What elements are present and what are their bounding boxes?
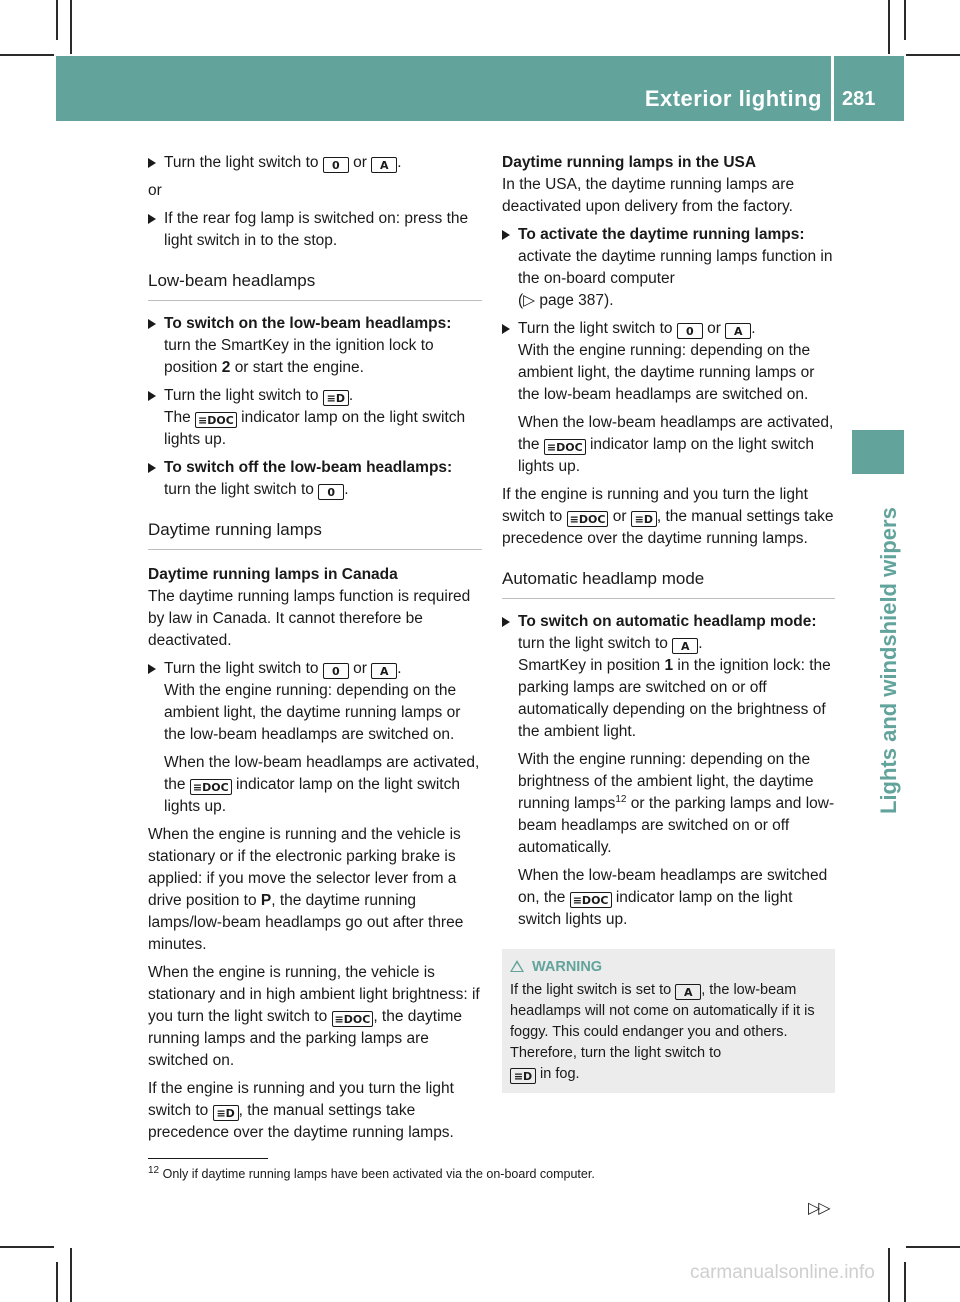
low-beam-symbol-icon: ≡D [323, 390, 349, 406]
page-number: 281 [842, 88, 876, 110]
paragraph: When the engine is running and the vehicle is stationary or if the electronic parking brake is applied: if you move the selector lever from a drive position to P, the daytime running lamps/low-beam headlamps go out after three minutes. [148, 826, 464, 953]
crop-mark [904, 0, 906, 40]
crop-mark [888, 0, 890, 54]
step-arrow-icon [148, 463, 156, 473]
crop-mark [56, 1262, 58, 1302]
low-beam-symbol-icon: ≡D [213, 1105, 239, 1121]
page-reference: (▷ page 387). [518, 292, 614, 309]
heading-automatic-headlamp: Automatic headlamp mode [502, 568, 835, 599]
sub-paragraph: When the low-beam headlamps are activated, the ≡DOC indicator lamp on the light switch lights up. [164, 754, 480, 815]
step-arrow-icon [148, 664, 156, 674]
crop-mark [906, 54, 960, 56]
sub-paragraph: With the engine running: depending on the brightness of the ambient light, the daytime running lamps$^{12}$ or the parking lamps and low-beam headlamps are switched on or off automatically. [518, 751, 835, 856]
paragraph: In the USA, the daytime running lamps are deactivated upon delivery from the factory. [502, 176, 795, 215]
sub-paragraph: When the low-beam headlamps are switched on, the ≡DOC indicator lamp on the light switch lights up. [518, 867, 828, 928]
header-divider [831, 56, 834, 121]
low-beam-symbol-icon: ≡D [631, 511, 657, 527]
step-arrow-icon [148, 391, 156, 401]
paragraph: If the engine is running and you turn the light switch to ≡D , the manual settings take precedence over the daytime running lamps. [148, 1080, 454, 1141]
heading-drl-usa: Daytime running lamps in the USA [502, 154, 757, 171]
instruction-step: Turn the light switch to 0 or A . With the engine running: depending on the ambient light, the daytime running lamps or the low-beam headlamps are switched on. [502, 318, 835, 406]
auto-light-symbol-icon: A [371, 157, 397, 173]
warning-box: WARNING If the light switch is set to A , the low-beam headlamps will not come on automatically if it is foggy. This could endanger you and others. Therefore, turn the light switch to ≡D in fog. [502, 949, 835, 1093]
auto-light-symbol-icon: A [371, 663, 397, 679]
watermark: carmanualsonline.info [690, 1262, 875, 1283]
light-off-symbol-icon: 0 [677, 323, 703, 339]
or-text: or [148, 182, 162, 199]
step-arrow-icon [502, 230, 510, 240]
step-arrow-icon [148, 214, 156, 224]
crop-mark [904, 1262, 906, 1302]
heading-drl-canada: Daytime running lamps in Canada [148, 566, 398, 583]
chapter-label: Lights and windshield wipers [876, 507, 901, 814]
sub-paragraph: When the low-beam headlamps are activated, the ≡DOC indicator lamp on the light switch lights up. [518, 414, 834, 475]
instruction-step: To switch off the low-beam headlamps: turn the light switch to 0 . [148, 457, 482, 501]
paragraph: When the engine is running, the vehicle is stationary and in high ambient light brightness: if you turn the light switch to ≡DOC , the daytime running lamps and the parking lamps are switched on. [148, 964, 480, 1069]
drl-symbol-icon: ≡DOC [570, 892, 612, 908]
step-arrow-icon [502, 617, 510, 627]
right-column [502, 152, 835, 1093]
drl-symbol-icon: ≡DOC [544, 439, 586, 455]
paragraph: The daytime running lamps function is required by law in Canada. It cannot therefore be deactivated. [148, 588, 471, 649]
heading-low-beam: Low-beam headlamps [148, 270, 482, 301]
crop-mark [0, 1246, 54, 1248]
light-off-symbol-icon: 0 [318, 484, 344, 500]
footnote-ref: 12 [615, 793, 627, 805]
left-column [148, 152, 482, 1150]
footnote-number: 12 [148, 1164, 160, 1176]
drl-symbol-icon: ≡DOC [567, 511, 609, 527]
instruction-step: Turn the light switch to 0 or A . [148, 152, 482, 174]
instruction-step: To switch on automatic headlamp mode: turn the light switch to A . SmartKey in position 1 in the ignition lock: the parking lamps are switched on or off automatically depending on the brightness of the ambient light. [502, 611, 835, 743]
heading-daytime-running: Daytime running lamps [148, 519, 482, 550]
instruction-step: Turn the light switch to 0 or A . With the engine running: depending on the ambient light, the daytime running lamps or the low-beam headlamps are switched on. [148, 658, 482, 746]
drl-symbol-icon: ≡DOC [195, 412, 237, 428]
crop-mark [70, 0, 72, 54]
instruction-step: To switch on the low-beam headlamps: turn the SmartKey in the ignition lock to position 2 or start the engine. [148, 313, 482, 379]
instruction-step: If the rear fog lamp is switched on: press the light switch in to the stop. [148, 208, 482, 252]
footnote: $^{12}$ Only if daytime running lamps have been activated via the on-board computer. [148, 1164, 595, 1181]
footnote-rule [148, 1158, 268, 1159]
drl-symbol-icon: ≡DOC [190, 779, 232, 795]
chapter-tab [852, 430, 904, 474]
warning-header: WARNING [510, 957, 827, 978]
crop-mark [56, 0, 58, 40]
crop-mark [888, 1248, 890, 1302]
crop-mark [0, 54, 54, 56]
section-title: Exterior lighting [644, 86, 822, 111]
low-beam-symbol-icon: ≡D [510, 1068, 536, 1084]
light-off-symbol-icon: 0 [323, 663, 349, 679]
auto-light-symbol-icon: A [672, 638, 698, 654]
crop-mark [906, 1246, 960, 1248]
step-arrow-icon [148, 158, 156, 168]
light-off-symbol-icon: 0 [323, 157, 349, 173]
crop-mark [70, 1248, 72, 1302]
warning-triangle-icon [510, 960, 524, 972]
auto-light-symbol-icon: A [675, 984, 701, 1000]
instruction-step: Turn the light switch to ≡D . The ≡DOC indicator lamp on the light switch lights up. [148, 385, 482, 451]
paragraph: If the engine is running and you turn the light switch to ≡DOC or ≡D , the manual settings take precedence over the daytime running lamps. [502, 486, 834, 547]
auto-light-symbol-icon: A [725, 323, 751, 339]
continue-arrow-icon: ▷▷ [808, 1200, 829, 1217]
step-arrow-icon [148, 319, 156, 329]
instruction-step: To activate the daytime running lamps: activate the daytime running lamps function in the on-board computer (▷ page 387). [502, 224, 835, 312]
drl-symbol-icon: ≡DOC [332, 1011, 374, 1027]
step-arrow-icon [502, 324, 510, 334]
